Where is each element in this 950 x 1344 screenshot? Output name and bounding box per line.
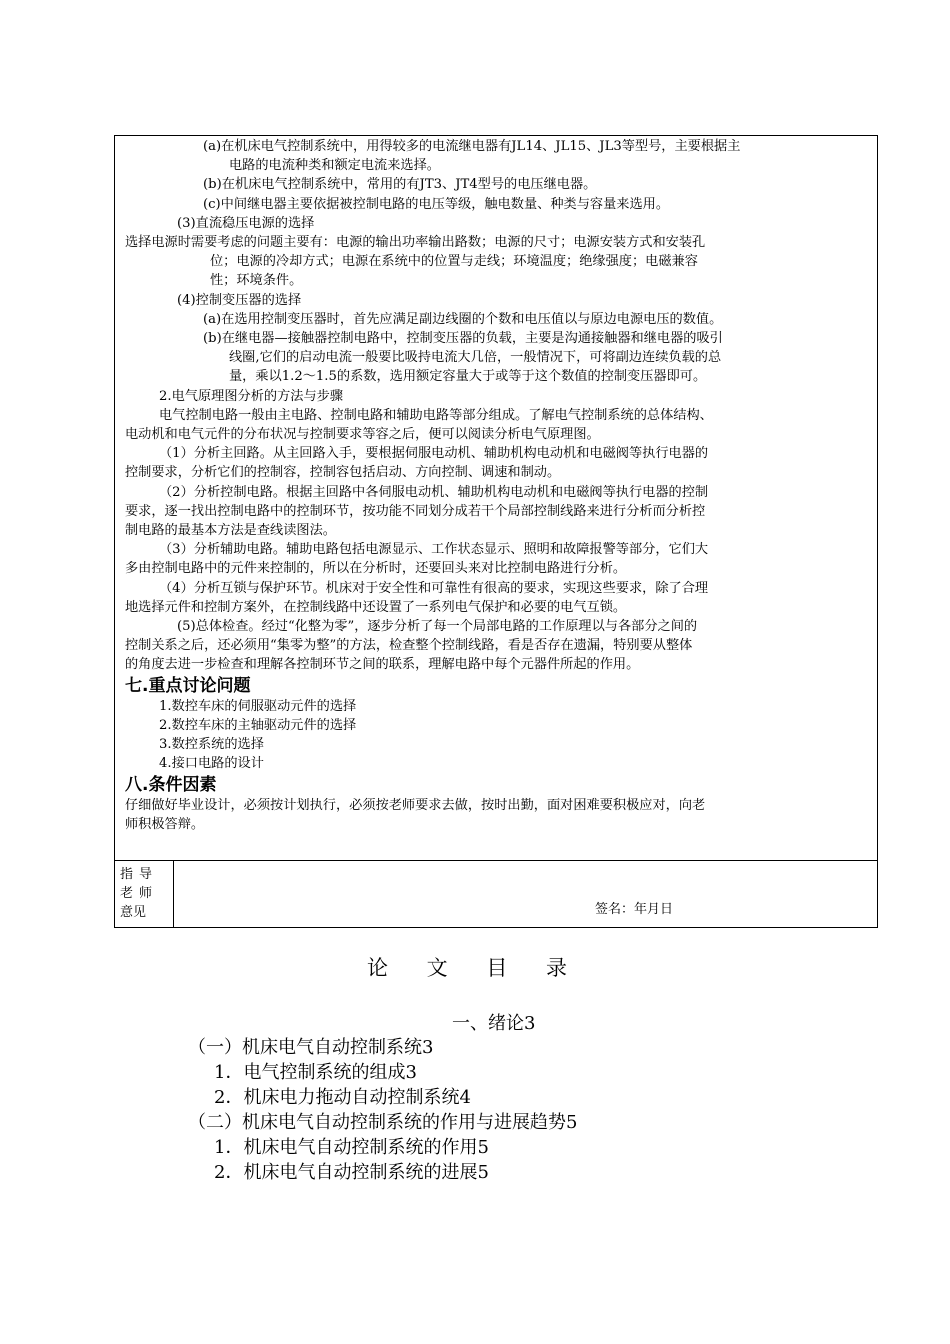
toc-title: 论 文 目 录	[366, 956, 584, 980]
list-item: 4.接口电路的设计	[159, 756, 264, 772]
toc-entry[interactable]: 1．机床电气自动控制系统的作用5	[214, 1137, 489, 1158]
text-line: (a)在机床电气控制系统中，用得较多的电流继电器有JL14、JL15、JL3等型号，主要根据主	[203, 139, 741, 154]
text-line: (4)控制变压器的选择	[177, 292, 302, 308]
toc-entry[interactable]: 一、绪论3	[452, 1013, 536, 1034]
text-line: 电气控制电路一般由主电路、控制电路和辅助电路等部分组成。了解电气控制系统的总体结构、	[159, 407, 713, 423]
text-line: (3)直流稳压电源的选择	[177, 215, 315, 231]
text-line: （3）分析辅助电路。辅助电路包括电源显示、工作状态显示、照明和故障报警等部分，它们大	[159, 542, 709, 558]
section-8-heading: 八.条件因素	[125, 774, 217, 795]
text-line: (c)中间继电器主要依据被控制电路的电压等级，触电数量、种类与容量来选用。	[203, 196, 670, 212]
text-line: 电动机和电气元件的分布状况与控制要求等容之后，便可以阅读分析电气原理图。	[125, 427, 600, 443]
text-line: 控制要求，分析它们的控制容，控制容包括启动、方向控制、调速和制动。	[125, 465, 561, 481]
text-line: (a)在选用控制变压器时，首先应满足副边线圈的个数和电压值以与原边电源电压的数值。	[203, 311, 723, 327]
text-line: （4）分析互锁与保护环节。机床对于安全性和可靠性有很高的要求，实现这些要求，除了合理	[159, 580, 709, 596]
advisor-label-line: 意见	[120, 905, 147, 920]
form-table	[114, 135, 878, 928]
advisor-label-line: 指导	[120, 867, 159, 882]
toc-entry[interactable]: （一）机床电气自动控制系统3	[188, 1037, 434, 1058]
text-line: 仔细做好毕业设计，必须按计划执行，必须按老师要求去做，按时出勤，面对困难要积极应对，向老	[125, 797, 706, 813]
text-line: 2.电气原理图分析的方法与步骤	[159, 388, 344, 404]
text-line: (b)在机床电气控制系统中，常用的有JT3、JT4型号的电压继电器。	[203, 177, 597, 193]
section-7-heading: 七.重点讨论问题	[125, 675, 251, 696]
toc-entry[interactable]: 1．电气控制系统的组成3	[214, 1062, 417, 1083]
text-line: (b)在继电器—接触器控制电路中，控制变压器的负载，主要是沟通接触器和继电器的吸引	[203, 331, 723, 347]
text-line: 地选择元件和控制方案外，在控制线路中还设置了一系列电气保护和必要的电气互锁。	[125, 599, 627, 615]
list-item: 3.数控系统的选择	[159, 737, 264, 753]
text-line: 量，乘以1.2～1.5的系数，选用额定容量大于或等于这个数值的控制变压器即可。	[229, 369, 707, 385]
text-line: （2）分析控制电路。根据主回路中各伺服电动机、辅助机构电动机和电磁阀等执行电器的控制	[159, 484, 709, 500]
text-line: 多由控制电路中的元件来控制的，所以在分析时，还要回头来对比控制电路进行分析。	[125, 561, 627, 577]
toc-entry[interactable]: （二）机床电气自动控制系统的作用与进展趋势5	[188, 1112, 578, 1133]
toc-entry[interactable]: 2．机床电气自动控制系统的进展5	[214, 1162, 489, 1183]
list-item: 1.数控车床的伺服驱动元件的选择	[159, 698, 357, 714]
advisor-opinion-row	[115, 860, 877, 928]
text-line: 控制关系之后，还必须用“集零为整”的方法，检查整个控制线路，看是否存在遗漏，特别要从整体	[125, 638, 693, 654]
signature-date: 签名：年月日	[595, 902, 674, 917]
text-line: 的角度去进一步检查和理解各控制环节之间的联系，理解电路中每个元器件所起的作用。	[125, 657, 640, 673]
advisor-label	[115, 861, 174, 928]
toc-entry[interactable]: 2．机床电力拖动自动控制系统4	[214, 1087, 471, 1108]
text-line: (5)总体检查。经过“化整为零”，逐步分析了每一个局部电路的工作原理以与各部分之间的	[177, 619, 698, 635]
text-line: 制电路的最基本方法是查线读图法。	[125, 523, 336, 539]
text-line: （1）分析主回路。从主回路入手，要根据伺服电动机、辅助机构电动机和电磁阀等执行电器的	[159, 446, 709, 462]
advisor-label-line: 老师	[120, 886, 159, 901]
text-line: 位；电源的冷却方式；电源在系统中的位置与走线；环境温度；绝缘强度；电磁兼容	[210, 254, 698, 270]
list-item: 2.数控车床的主轴驱动元件的选择	[159, 717, 357, 733]
text-line: 选择电源时需要考虑的问题主要有：电源的输出功率输出路数；电源的尺寸；电源安装方式和安装孔	[125, 235, 706, 251]
text-line: 性；环境条件。	[210, 273, 303, 289]
text-line: 线圈,它们的启动电流一般要比吸持电流大几倍，一般情况下，可将副边连续负载的总	[229, 350, 722, 366]
text-line: 电路的电流种类和额定电流来选择。	[229, 158, 440, 174]
form-content	[125, 137, 869, 834]
text-line: 师积极答辩。	[125, 816, 205, 832]
text-line: 要求，逐一找出控制电路中的控制环节，按功能不同划分成若干个局部控制线路来进行分析而分析控	[125, 503, 706, 519]
